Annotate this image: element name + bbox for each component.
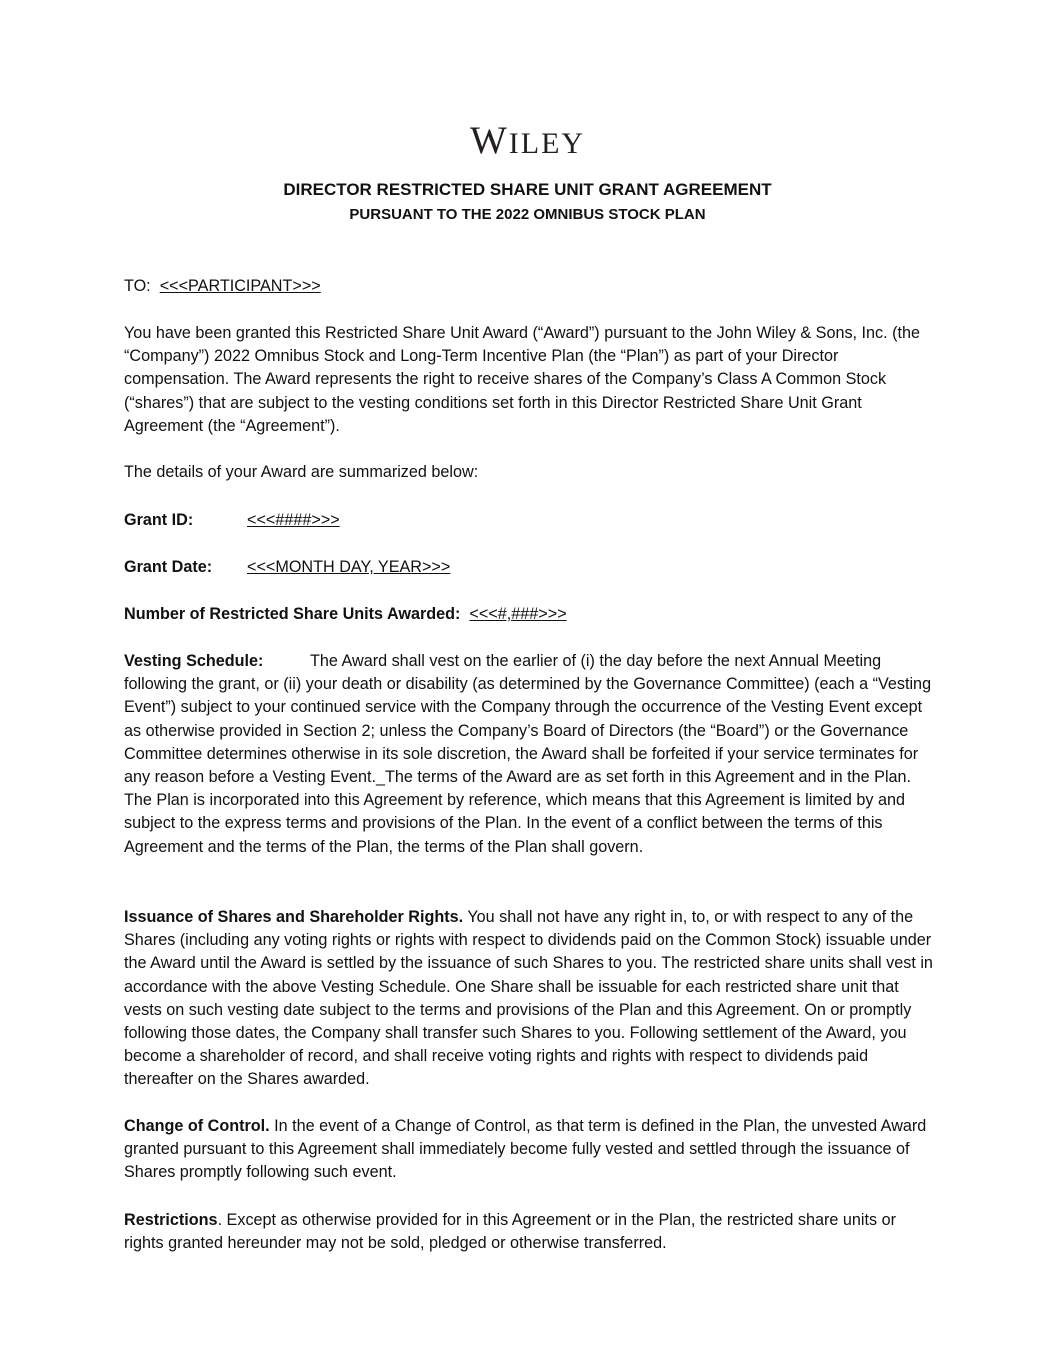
vesting-label: Vesting Schedule: bbox=[124, 652, 264, 670]
grant-date-value: <<<MONTH DAY, YEAR>>> bbox=[247, 558, 451, 576]
issuance-paragraph bbox=[124, 906, 936, 1092]
issuance-label: Issuance of Shares and Shareholder Rights. bbox=[124, 908, 464, 926]
restrictions-label: Restrictions bbox=[124, 1211, 218, 1229]
issuance-text: You shall not have any right in, to, or with respect to any of the Shares (including any voting rights or rights with respect to dividends paid on the Common Stock) issuable under the Award until the Award is settled by the issuance of such Shares to you. The restricted share units shall vest in accordance with the above Vesting Schedule. One Share shall be issuable for each restricted share unit that vests on such vesting date subject to the terms and provisions of the Plan and this Agreement. On or promptly following those dates, the Company shall transfer such Shares to you. Following settlement of the Award, you become a shareholder of record, and shall receive voting rights and rights with respect to dividends paid thereafter on the Shares awarded. bbox=[124, 908, 933, 1089]
wiley-logo: WILEY bbox=[469, 119, 586, 162]
to-line bbox=[124, 275, 936, 298]
vesting-text: The Award shall vest on the earlier of (i) the day before the next Annual Meeting following the grant, or (ii) your death or disability (as determined by the Governance Committee) (each a “Vesting Event”) subject to your continued service with the Company through the occurrence of the Vesting Event except as otherwise provided in Section 2; unless the Company’s Board of Directors (the “Board”) or the Governance Committee determines otherwise in its sole discretion, the Award shall be forfeited if your service terminates for any reason before a Vesting Event._The terms of the Award are as set forth in this Agreement and in the Plan. The Plan is incorporated into this Agreement by reference, which means that this Agreement is limited by and subject to the express terms and provisions of the Plan. In the event of a conflict between the terms of this Agreement and the terms of the Plan, the terms of the Plan shall govern. bbox=[124, 652, 932, 856]
document-subtitle: PURSUANT TO THE 2022 OMNIBUS STOCK PLAN bbox=[349, 206, 706, 223]
grant-id-label: Grant ID: bbox=[124, 511, 194, 529]
restrictions-text: . Except as otherwise provided for in this Agreement or in the Plan, the restricted share units or rights granted hereunder may not be sold, pledged or otherwise transferred. bbox=[124, 1211, 896, 1253]
grant-id-value: <<<####>>> bbox=[247, 511, 340, 529]
change-of-control-text: In the event of a Change of Control, as that term is defined in the Plan, the unvested Award granted pursuant to this Agreement shall immediately become fully vested and settled through the issuance of Shares promptly following such event. bbox=[124, 1117, 927, 1182]
summary-line: The details of your Award are summarized below: bbox=[124, 463, 479, 481]
participant-placeholder: <<<PARTICIPANT>>> bbox=[159, 277, 321, 295]
vesting-paragraph bbox=[124, 650, 936, 859]
change-of-control-label: Change of Control. bbox=[124, 1117, 270, 1135]
to-label: TO: bbox=[124, 277, 151, 295]
grant-id-row bbox=[124, 509, 936, 532]
units-row bbox=[124, 603, 936, 626]
intro-paragraph: You have been granted this Restricted Share Unit Award (“Award”) pursuant to the John Wiley & Sons, Inc. (the “Company”) 2022 Omnibus Stock and Long-Term Incentive Plan (the “Plan”) as part of your Director compensation. The Award represents the right to receive shares of the Company’s Class A Common Stock (“shares”) that are subject to the vesting conditions set forth in this Director Restricted Share Unit Grant Agreement (the “Agreement”). bbox=[124, 324, 921, 435]
document-title: DIRECTOR RESTRICTED SHARE UNIT GRANT AGREEMENT bbox=[283, 180, 772, 199]
units-value: <<<#,###>>> bbox=[469, 605, 567, 623]
restrictions-paragraph bbox=[124, 1209, 936, 1255]
grant-date-row bbox=[124, 556, 936, 579]
grant-date-label: Grant Date: bbox=[124, 558, 213, 576]
units-label: Number of Restricted Share Units Awarded: bbox=[124, 605, 461, 623]
change-of-control-paragraph bbox=[124, 1115, 936, 1185]
